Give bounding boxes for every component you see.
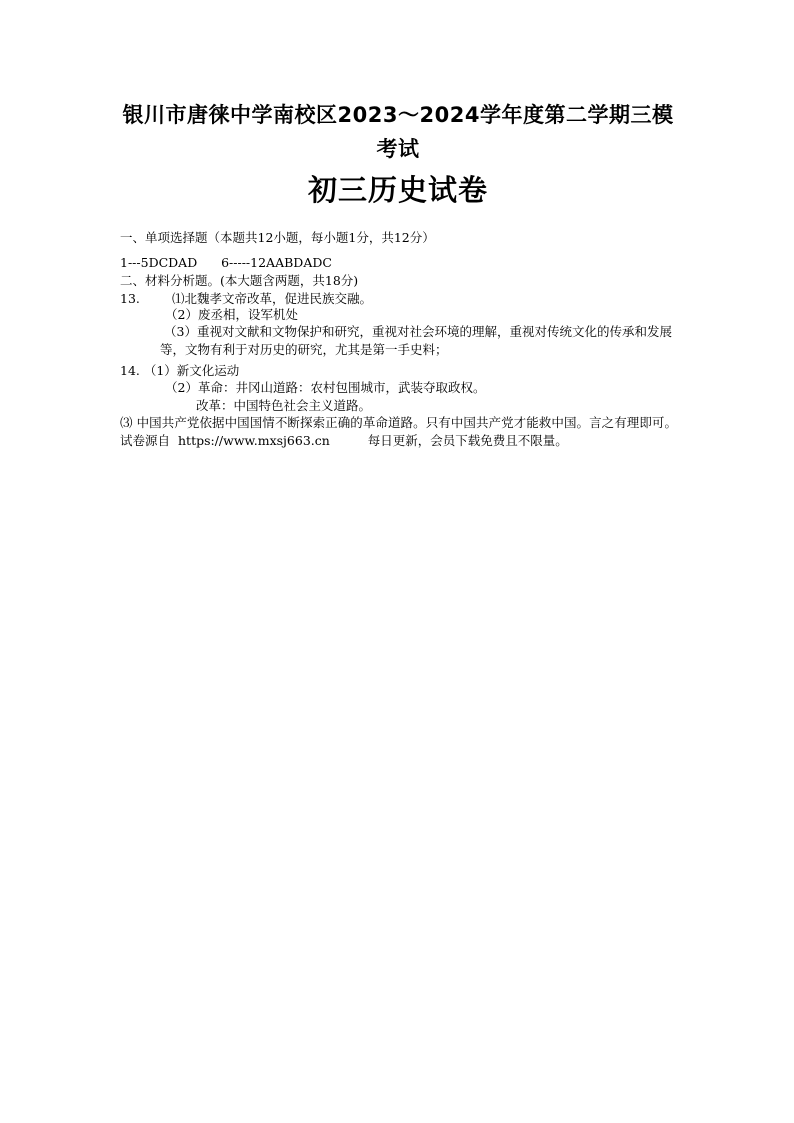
- question-14-part-2-revolution: （2）革命：井冈山道路：农村包围城市，武装夺取政权。: [165, 380, 486, 395]
- exam-title: 银川市唐徕中学南校区2023～2024学年度第二学期三模考试: [122, 103, 674, 161]
- source-note: 每日更新，会员下载免费且不限量。: [367, 433, 568, 448]
- source-url-link[interactable]: https://www.mxsj663.cn: [178, 433, 330, 448]
- question-14-part-3: [120, 414, 677, 450]
- question-13-label: 13.: [120, 291, 140, 306]
- question-13-part-1: ⑴北魏孝文帝改革，促进民族交融。: [172, 291, 373, 306]
- section1-answers: 1---5DCDAD 6-----12AABDADC: [120, 255, 332, 270]
- question-14-part-3-text: ⑶ 中国共产党依据中国国情不断探索正确的革命道路。只有中国共产党才能救中国。言之有理即可。试卷源自: [120, 415, 677, 448]
- section1-heading: 一、单项选择题（本题共12小题，每小题1分，共12分）: [120, 230, 435, 245]
- question-13-part-2: （2）废丞相，设军机处: [165, 307, 298, 322]
- section2-heading: 二、材料分析题。(本大题含两题，共18分): [120, 273, 359, 288]
- question-13-part-3: （3）重视对文献和文物保护和研究，重视对社会环境的理解，重视对传统文化的传承和发展等，文物有利于对历史的研究，尤其是第一手史料；: [160, 324, 672, 357]
- question-14-part-2-reform: 改革：中国特色社会主义道路。: [196, 398, 372, 413]
- question-14-part-1: 14. （1）新文化运动: [120, 363, 240, 378]
- subject-title: 初三历史试卷: [307, 173, 488, 207]
